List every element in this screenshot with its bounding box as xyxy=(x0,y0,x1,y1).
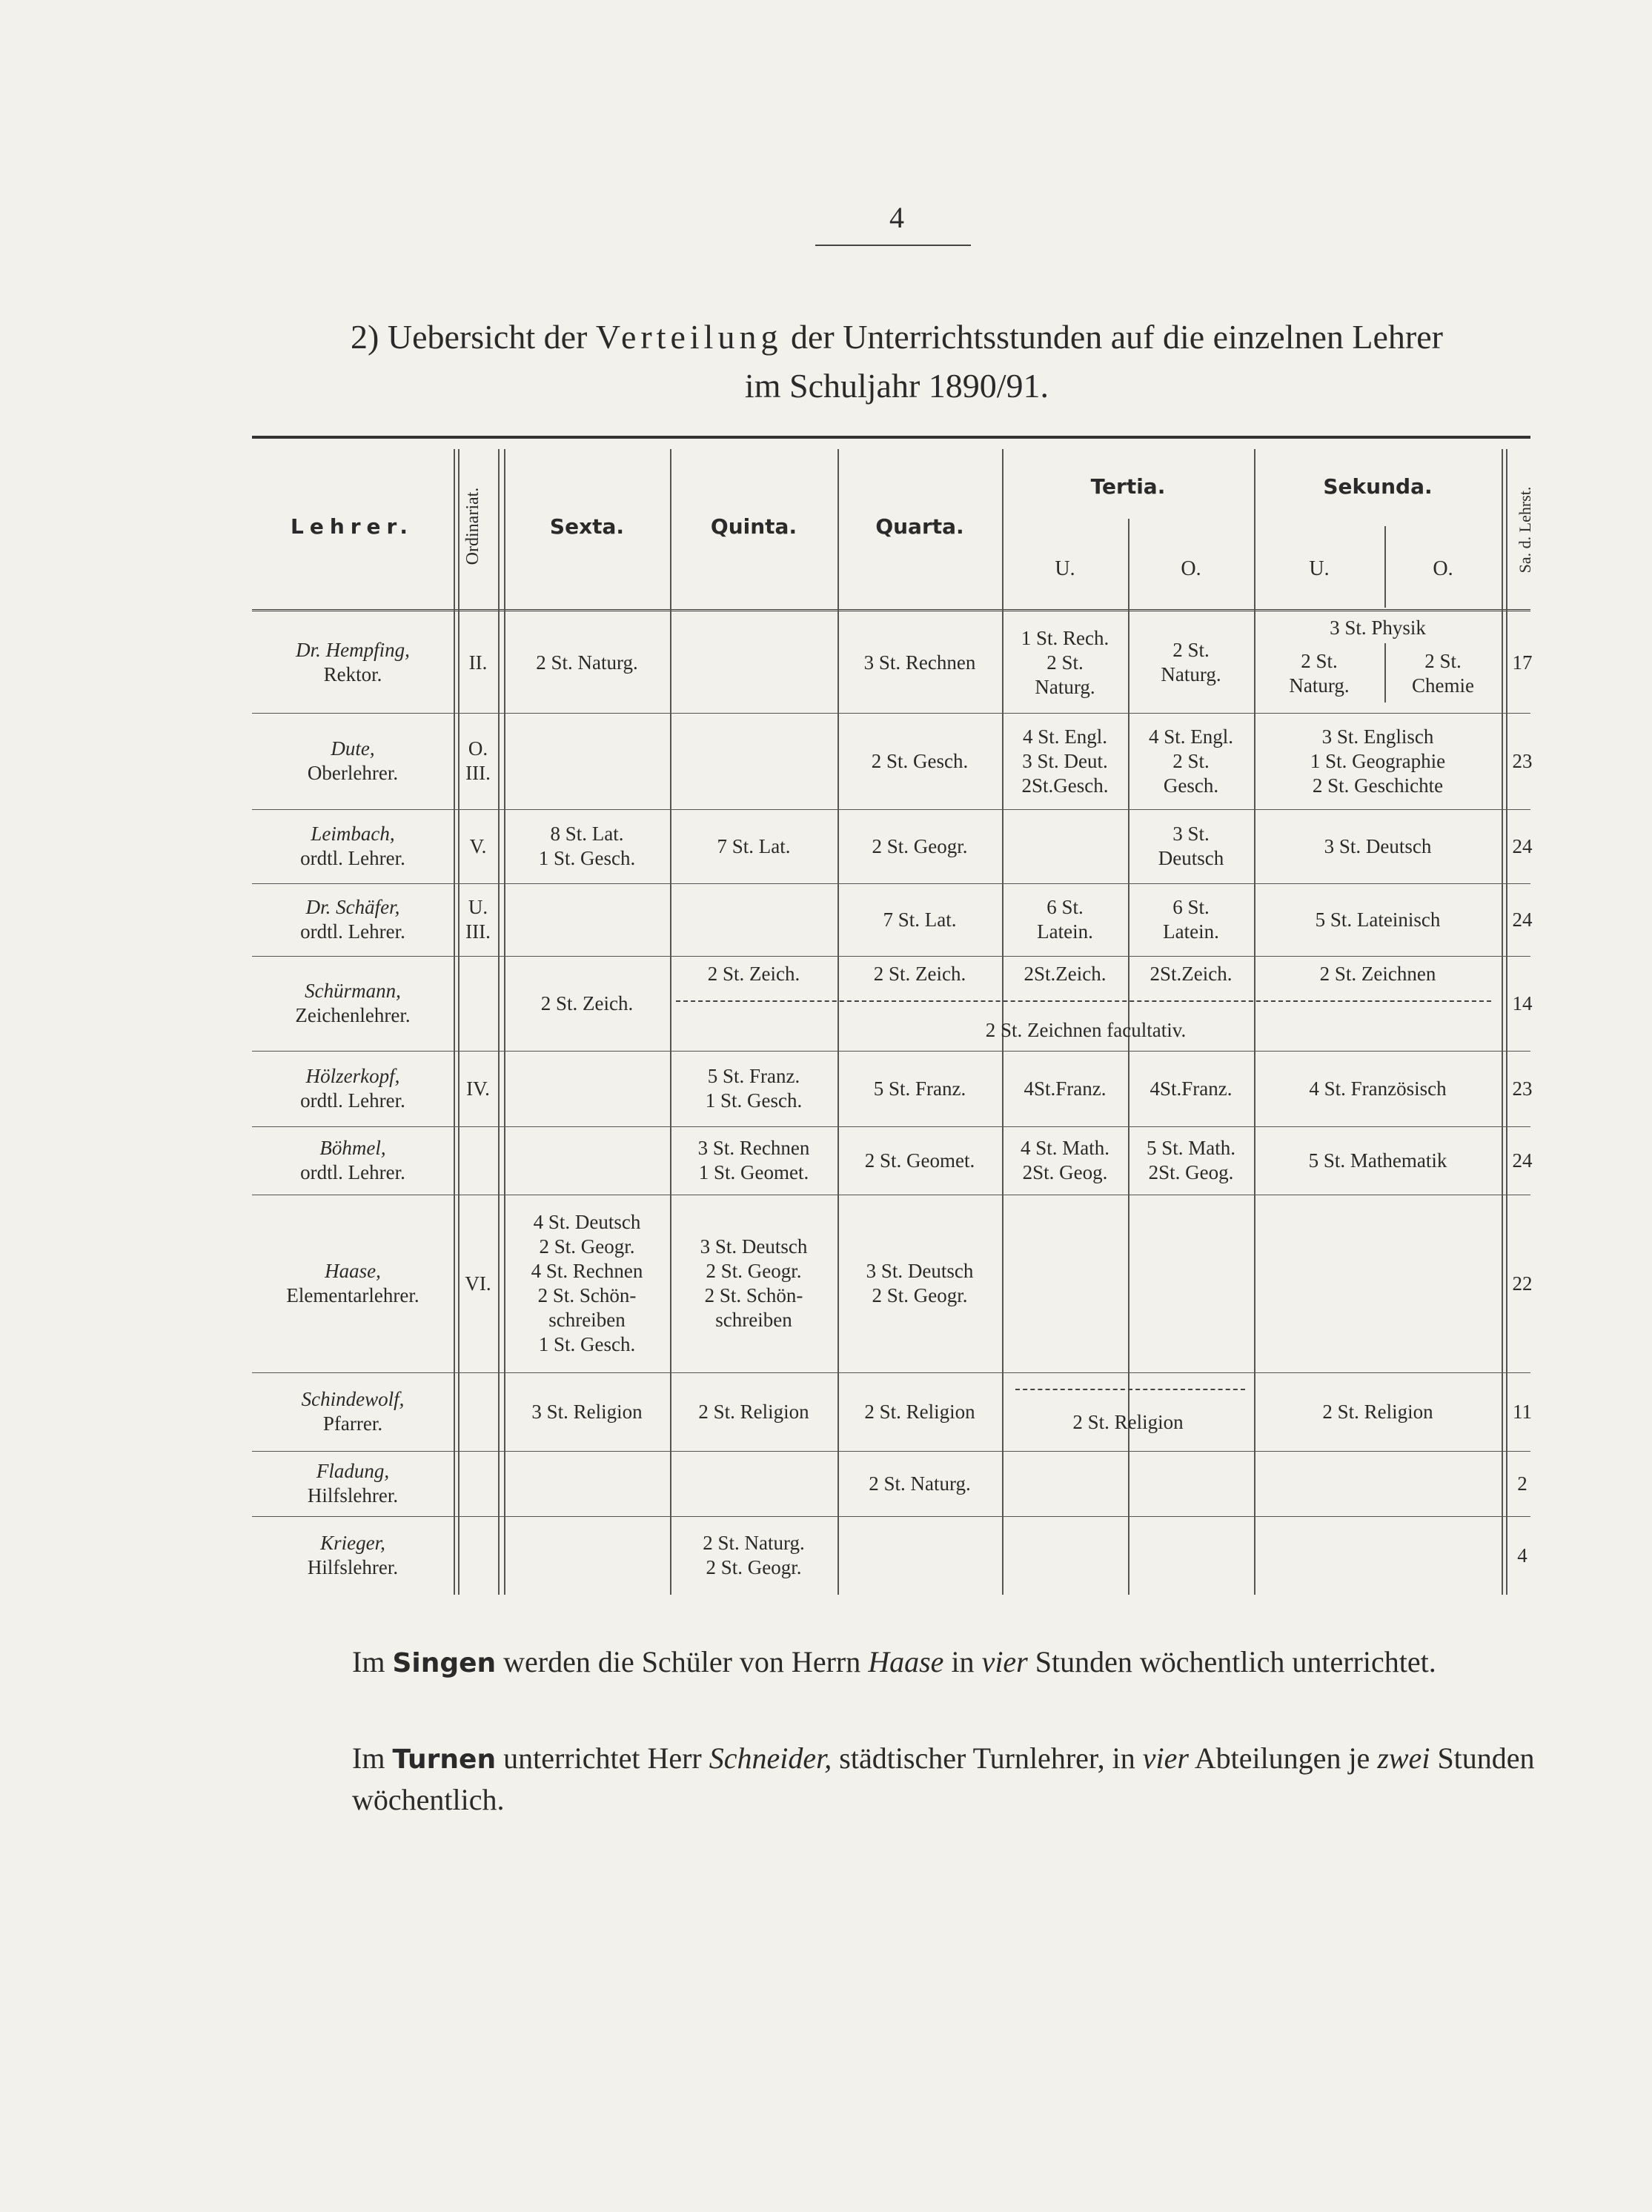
sekunda-cell: 2 St. Zeichnen xyxy=(1319,962,1436,985)
cell-line: 2St. Geog. xyxy=(1148,1161,1234,1183)
teacher-name: Dute, xyxy=(331,737,375,760)
cell-line: Chemie xyxy=(1412,674,1474,697)
ordinariat-cell xyxy=(458,713,498,809)
cell-line: 1 St. Geomet. xyxy=(698,1161,809,1183)
cell-line: O. xyxy=(468,737,488,760)
sexta-cell: 2 St. Naturg. xyxy=(536,651,638,674)
footer-text: unterrichtet Herr xyxy=(503,1741,702,1775)
title-suffix: der Unterrichtsstunden auf die einzelnen Lehrer xyxy=(790,318,1443,356)
teacher-name: Haase, xyxy=(325,1260,381,1282)
header-tertia-o: O. xyxy=(1181,557,1201,580)
cell-line: 2 St. Geogr. xyxy=(706,1556,802,1578)
footer-italic: zwei xyxy=(1377,1741,1430,1775)
cell-line: 4 St. Math. xyxy=(1020,1137,1109,1159)
header-lehrer: Lehrer. xyxy=(290,514,414,539)
header-sekunda-u: U. xyxy=(1309,557,1330,580)
cell-line: 3 St. Deutsch xyxy=(866,1260,974,1282)
cell-line: U. xyxy=(468,896,488,918)
sekunda-u-cell xyxy=(1254,640,1384,707)
tertia-o-cell xyxy=(1128,883,1254,956)
cell-line: schreiben xyxy=(715,1309,792,1331)
teacher-cell xyxy=(252,809,454,883)
cell-line: 2 St. Geogr. xyxy=(872,1284,968,1306)
ordinariat-cell: II. xyxy=(468,651,488,674)
footer-text: Stunden wöchentlich. xyxy=(352,1741,1535,1816)
cell-line: 2St. Geog. xyxy=(1022,1161,1108,1183)
page-title xyxy=(252,313,1542,411)
quinta-cell: 7 St. Lat. xyxy=(717,834,791,857)
header-tertia: Tertia. xyxy=(1090,474,1166,499)
footer-text: Im xyxy=(352,1645,385,1678)
sekunda-cell: 5 St. Lateinisch xyxy=(1315,908,1441,931)
teacher-role: ordtl. Lehrer. xyxy=(300,1089,405,1112)
header-sekunda: Sekunda. xyxy=(1323,474,1433,499)
divider xyxy=(454,449,455,1595)
sum-cell: 2 xyxy=(1517,1472,1527,1495)
facultativ-brace xyxy=(676,1000,1491,1002)
page-number-rule xyxy=(815,245,971,246)
cell-line: 1 St. Gesch. xyxy=(538,1333,636,1355)
cell-line: 1 St. Geographie xyxy=(1310,749,1446,772)
quinta-cell: 2 St. Zeich. xyxy=(707,962,800,985)
quinta-cell: 2 St. Religion xyxy=(698,1400,809,1423)
teacher-role: ordtl. Lehrer. xyxy=(300,920,405,943)
teacher-name: Fladung, xyxy=(316,1460,390,1482)
teacher-cell xyxy=(252,713,454,809)
tertia-o-cell xyxy=(1128,809,1254,883)
quinta-cell xyxy=(670,1126,837,1195)
cell-line: 2 St. xyxy=(1172,749,1210,772)
tertia-o-cell xyxy=(1128,713,1254,809)
quarta-cell: 2 St. Geomet. xyxy=(864,1149,975,1172)
cell-line: III. xyxy=(465,762,491,784)
footer-italic: Haase xyxy=(868,1645,944,1678)
quinta-cell xyxy=(670,1516,837,1595)
teacher-role: ordtl. Lehrer. xyxy=(300,847,405,869)
cell-line: 3 St. xyxy=(1172,823,1210,845)
footer-italic: vier xyxy=(981,1645,1028,1678)
footer-text: städtischer Turnlehrer, in xyxy=(839,1741,1135,1775)
teacher-cell xyxy=(252,1451,454,1516)
cell-line: 5 St. Math. xyxy=(1146,1137,1235,1159)
quarta-cell: 5 St. Franz. xyxy=(873,1077,966,1100)
cell-line: 2 St. Schön- xyxy=(537,1284,637,1306)
sum-cell: 23 xyxy=(1512,1077,1533,1100)
cell-line: 2 St. xyxy=(1301,650,1338,672)
cell-line: 3 St. Englisch xyxy=(1321,725,1434,748)
teacher-role: Elementarlehrer. xyxy=(286,1284,419,1306)
teacher-role: Hilfslehrer. xyxy=(307,1556,399,1578)
teacher-name: Krieger, xyxy=(320,1532,385,1554)
teacher-name: Leimbach, xyxy=(311,823,395,845)
title-line2: im Schuljahr 1890/91. xyxy=(744,367,1049,405)
teacher-cell xyxy=(252,1516,454,1595)
sekunda-o-cell xyxy=(1384,640,1502,707)
teacher-name: Böhmel, xyxy=(319,1137,386,1159)
cell-line: Latein. xyxy=(1163,920,1219,943)
quinta-cell xyxy=(670,1051,837,1126)
title-spaced: Verteilung xyxy=(595,318,783,356)
ordinariat-cell: V. xyxy=(469,834,487,857)
sekunda-cell: 3 St. Deutsch xyxy=(1324,834,1432,857)
ordinariat-cell: IV. xyxy=(466,1077,490,1100)
quarta-cell: 3 St. Rechnen xyxy=(863,651,976,674)
sekunda-cell: 2 St. Religion xyxy=(1322,1400,1433,1423)
quarta-cell: 7 St. Lat. xyxy=(883,908,957,931)
teacher-name: Dr. Hempfing, xyxy=(296,639,410,661)
footer-text: Im xyxy=(352,1741,385,1775)
teacher-role: ordtl. Lehrer. xyxy=(300,1161,405,1183)
quarta-cell xyxy=(837,1195,1002,1372)
teacher-role: Zeichenlehrer. xyxy=(295,1004,411,1026)
teacher-name: Schürmann, xyxy=(305,980,401,1002)
footer-text: Abteilungen je xyxy=(1194,1741,1370,1775)
cell-line: 2 St. xyxy=(1046,651,1084,674)
tertia-brace xyxy=(1015,1389,1245,1390)
tertia-u-cell: 2St.Zeich. xyxy=(1024,962,1107,985)
sum-cell: 22 xyxy=(1512,1272,1533,1295)
cell-line: 4 St. Rechnen xyxy=(531,1260,643,1282)
cell-line: 2St.Gesch. xyxy=(1021,774,1109,797)
cell-line: 2 St. Geogr. xyxy=(539,1235,635,1258)
cell-line: 3 St. Rechnen xyxy=(697,1137,810,1159)
tertia-u-cell xyxy=(1002,883,1128,956)
quarta-cell: 2 St. Gesch. xyxy=(871,749,969,772)
cell-line: 6 St. xyxy=(1172,896,1210,918)
footer-bold: Singen xyxy=(392,1648,497,1678)
sum-cell: 14 xyxy=(1512,992,1533,1014)
table-top-rule xyxy=(252,436,1530,439)
tertia-u-cell xyxy=(1002,713,1128,809)
header-quinta: Quinta. xyxy=(710,514,797,539)
cell-line: Latein. xyxy=(1037,920,1093,943)
ordinariat-cell: VI. xyxy=(465,1272,491,1295)
header-sexta: Sexta. xyxy=(549,514,625,539)
tertia-o-cell: 4St.Franz. xyxy=(1150,1077,1233,1100)
cell-line: 2 St. xyxy=(1172,639,1210,661)
header-tertia-u: U. xyxy=(1055,557,1075,580)
header-sekunda-o: O. xyxy=(1433,557,1453,580)
cell-line: 8 St. Lat. xyxy=(550,823,624,845)
cell-line: Naturg. xyxy=(1035,675,1095,698)
cell-line: 4 St. Engl. xyxy=(1022,725,1107,748)
divider xyxy=(498,449,500,1595)
cell-line: 3 St. Deutsch xyxy=(700,1235,808,1258)
title-prefix: 2) Uebersicht der xyxy=(351,318,588,356)
divider xyxy=(1502,449,1503,1595)
cell-line: 2 St. Geschichte xyxy=(1312,774,1444,797)
tertia-cell: 2 St. Religion xyxy=(1072,1410,1184,1433)
cell-line: 5 St. Franz. xyxy=(707,1065,800,1087)
teacher-name: Schindewolf, xyxy=(301,1388,405,1410)
header-ordinariat: Ordinariat. xyxy=(463,487,482,565)
quinta-cell xyxy=(670,1195,837,1372)
tertia-u-cell: 4St.Franz. xyxy=(1024,1077,1107,1100)
cell-line: 4 St. Engl. xyxy=(1148,725,1233,748)
cell-line: 2 St. Naturg. xyxy=(703,1532,805,1554)
footer-italic: Schneider, xyxy=(709,1741,832,1775)
table-header-rule xyxy=(252,609,1530,611)
tertia-u-cell xyxy=(1002,612,1128,713)
teacher-cell xyxy=(252,1126,454,1195)
footer-text: werden die Schüler von Herrn xyxy=(503,1645,861,1678)
page-number: 4 xyxy=(889,201,904,234)
cell-line: Deutsch xyxy=(1158,847,1224,869)
cell-line: 2 St. xyxy=(1424,650,1462,672)
sum-cell: 24 xyxy=(1512,908,1533,931)
footer-bold: Turnen xyxy=(392,1744,497,1775)
cell-line: 2 St. Geogr. xyxy=(706,1260,802,1282)
teacher-cell xyxy=(252,1051,454,1126)
header-summe: Sa. d. Lehrst. xyxy=(1516,486,1534,574)
sum-cell: 4 xyxy=(1517,1544,1527,1567)
teacher-cell xyxy=(252,612,454,713)
teacher-cell xyxy=(252,956,454,1051)
quarta-cell: 2 St. Geogr. xyxy=(872,834,968,857)
sum-cell: 17 xyxy=(1512,651,1533,674)
cell-line: Naturg. xyxy=(1161,663,1221,685)
teacher-cell xyxy=(252,1195,454,1372)
cell-line: Gesch. xyxy=(1163,774,1219,797)
cell-line: 1 St. Rech. xyxy=(1021,626,1109,649)
quarta-cell: 2 St. Religion xyxy=(864,1400,975,1423)
teacher-role: Pfarrer. xyxy=(322,1412,383,1435)
teacher-role: Rektor. xyxy=(323,663,382,685)
sexta-cell: 3 St. Religion xyxy=(531,1400,643,1423)
cell-line: 3 St. Deut. xyxy=(1022,749,1108,772)
cell-line: 1 St. Gesch. xyxy=(538,847,636,869)
footer-text: Stunden wöchentlich unterrichtet. xyxy=(1035,1645,1436,1678)
footer-turnen xyxy=(252,1738,1542,1820)
quarta-cell: 2 St. Naturg. xyxy=(869,1472,971,1495)
ordinariat-cell xyxy=(458,883,498,956)
tertia-u-cell xyxy=(1002,1126,1128,1195)
teacher-cell xyxy=(252,883,454,956)
sum-cell: 23 xyxy=(1512,749,1533,772)
sekunda-cell: 4 St. Französisch xyxy=(1309,1077,1447,1100)
teacher-role: Oberlehrer. xyxy=(307,762,399,784)
sexta-cell: 2 St. Zeich. xyxy=(540,992,634,1014)
teacher-role: Hilfslehrer. xyxy=(307,1484,399,1507)
sekunda-cell xyxy=(1254,713,1502,809)
tertia-o-cell xyxy=(1128,1126,1254,1195)
cell-line: 4 St. Deutsch xyxy=(533,1211,641,1233)
sekunda-cell: 5 St. Mathematik xyxy=(1308,1149,1447,1172)
quarta-cell: 2 St. Zeich. xyxy=(873,962,966,985)
cell-line: 6 St. xyxy=(1046,896,1084,918)
cell-line: 1 St. Gesch. xyxy=(705,1089,803,1112)
teacher-cell xyxy=(252,1372,454,1451)
sum-cell: 11 xyxy=(1513,1400,1532,1423)
sum-cell: 24 xyxy=(1512,834,1533,857)
cell-line: 2 St. Schön- xyxy=(704,1284,803,1306)
teacher-name: Hölzerkopf, xyxy=(305,1065,400,1087)
tertia-o-cell: 2St.Zeich. xyxy=(1150,962,1233,985)
tertia-o-cell xyxy=(1128,612,1254,713)
header-quarta: Quarta. xyxy=(875,514,964,539)
cell-line: Naturg. xyxy=(1289,674,1350,697)
sexta-cell xyxy=(504,809,670,883)
footer-singen xyxy=(252,1642,1542,1684)
teacher-name: Dr. Schäfer, xyxy=(305,896,400,918)
footer-text: in xyxy=(951,1645,975,1678)
sexta-cell xyxy=(504,1195,670,1372)
cell-line: schreiben xyxy=(548,1309,626,1331)
cell-line: III. xyxy=(465,920,491,943)
footer-italic: vier xyxy=(1142,1741,1189,1775)
sekunda-cell: 3 St. Physik xyxy=(1330,616,1426,639)
facultativ-note: 2 St. Zeichnen facultativ. xyxy=(985,1018,1187,1041)
sum-cell: 24 xyxy=(1512,1149,1533,1172)
